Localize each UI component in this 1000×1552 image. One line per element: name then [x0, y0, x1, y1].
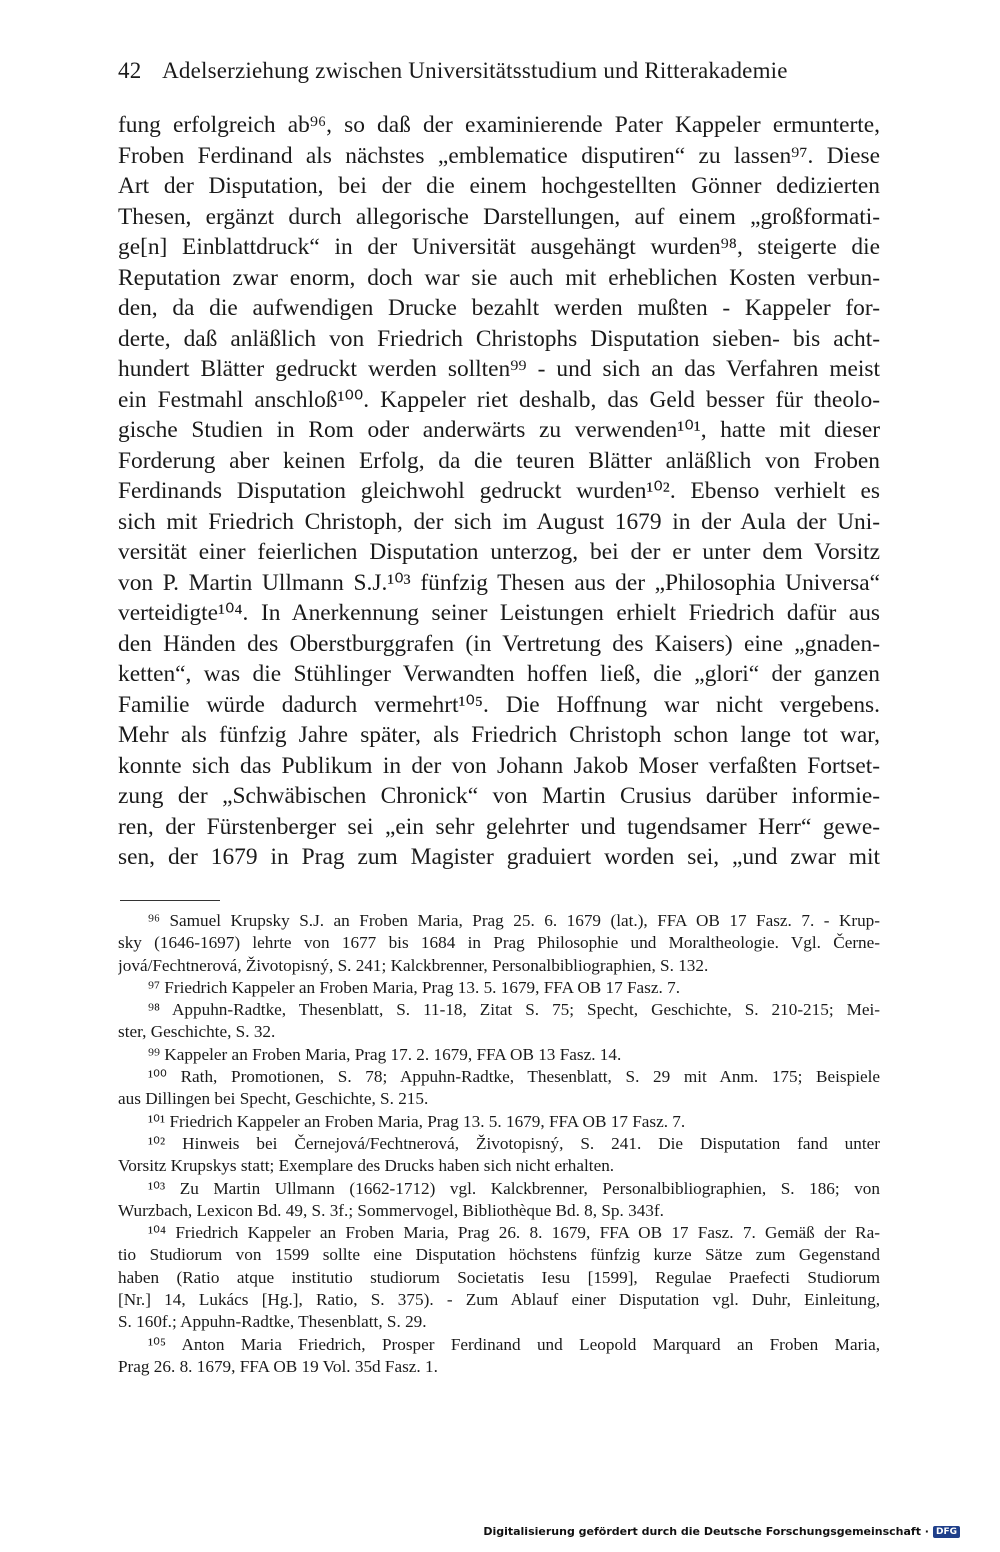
body-line: ketten“, was die Stühlinger Verwandten hoffen ließ, die „glori“ der ganzen	[118, 661, 880, 687]
body-line: derte, daß anläßlich von Friedrich Christophs Disputation sieben- bis acht-	[118, 325, 880, 352]
footnote-line: Vorsitz Krupskys statt; Exemplare des Drucks haben sich nicht erhalten.	[118, 1156, 615, 1176]
body-line: Thesen, ergänzt durch allegorische Darstellungen, auf einem „großformati-	[118, 203, 880, 230]
footnote-100	[118, 1066, 880, 1111]
footnote-105	[118, 1334, 880, 1379]
footnote-line: ¹⁰² Hinweis bei Černejová/Fechtnerová, Životopisný, S. 241. Die Disputation fand unter	[148, 1133, 880, 1153]
footnote-97	[118, 977, 880, 999]
footnote-separator	[120, 900, 220, 901]
credit-text: Digitalisierung gefördert durch die Deutsche Forschungsgemeinschaft ·	[483, 1525, 929, 1538]
body-line: hundert Blätter gedruckt werden sollten⁹⁹ - und sich an das Verfahren meist	[118, 356, 880, 382]
body-line: den Händen des Oberstburggrafen (in Vertretung des Kaisers) eine „gnaden-	[118, 630, 880, 657]
footnote-103	[118, 1178, 880, 1223]
dfg-logo-icon: DFG	[933, 1526, 960, 1538]
footnote-line: Wurzbach, Lexicon Bd. 49, S. 3f.; Sommervogel, Bibliothèque Bd. 8, Sp. 343f.	[118, 1200, 664, 1220]
footnote-line: [Nr.] 14, Lukács [Hg.], Ratio, S. 375). - Zum Ablauf einer Disputation vgl. Duhr, Einleitung,	[118, 1290, 880, 1310]
body-line: Froben Ferdinand als nächstes „emblematice disputiren“ zu lassen⁹⁷. Diese	[118, 142, 880, 169]
body-line: ein Festmahl anschloß¹⁰⁰. Kappeler riet deshalb, das Geld besser für theolo-	[118, 386, 880, 413]
body-line: Art der Disputation, bei der die einem hochgestellten Gönner dedizierten	[118, 173, 880, 199]
body-line: ren, der Fürstenberger sei „ein sehr gelehrter und tugendsamer Herr“ gewe-	[118, 813, 880, 840]
footnote-line: tio Studiorum von 1599 sollte eine Disputation höchstens fünfzig kurze Sätze zum Gegenstand	[118, 1245, 880, 1265]
running-title: Adelserziehung zwischen Universitätsstudium und Ritterakademie	[162, 58, 788, 83]
footnote-99	[118, 1044, 880, 1066]
footnote-104	[118, 1222, 880, 1333]
footnote-line: ¹⁰³ Zu Martin Ullmann (1662-1712) vgl. Kalckbrenner, Personalbibliographien, S. 186; von	[148, 1178, 880, 1198]
body-line: versität einer feierlichen Disputation unterzog, bei der er unter dem Vorsitz	[118, 539, 880, 565]
body-line: ge[n] Einblattdruck“ in der Universität ausgehängt wurden⁹⁸, steigerte die	[118, 234, 880, 260]
body-line: von P. Martin Ullmann S.J.¹⁰³ fünfzig Thesen aus der „Philosophia Universa“	[118, 569, 880, 596]
body-line: gische Studien in Rom oder anderwärts zu verwenden¹⁰¹, hatte mit dieser	[118, 417, 880, 443]
body-line: sen, der 1679 in Prag zum Magister graduiert worden sei, „und zwar mit	[118, 844, 880, 870]
footnotes	[118, 910, 880, 1378]
footnote-line: aus Dillingen bei Specht, Geschichte, S. 215.	[118, 1089, 429, 1109]
footnote-line: ⁹⁷ Friedrich Kappeler an Froben Maria, Prag 13. 5. 1679, FFA OB 17 Fasz. 7.	[148, 977, 680, 997]
body-line: den, da die aufwendigen Drucke bezahlt werden mußten - Kappeler for-	[118, 295, 880, 321]
footnote-98	[118, 999, 880, 1044]
page-number: 42	[118, 58, 142, 83]
body-line: Ferdinands Disputation gleichwohl gedruckt wurden¹⁰². Ebenso verhielt es	[118, 478, 880, 504]
footnote-line: ⁹⁶ Samuel Krupsky S.J. an Froben Maria, Prag 25. 6. 1679 (lat.), FFA OB 17 Fasz. 7. - Krup-	[148, 911, 880, 930]
footnote-line: ster, Geschichte, S. 32.	[118, 1022, 276, 1042]
body-line: konnte sich das Publikum in der von Johann Jakob Moser verfaßten Fortset-	[118, 752, 880, 779]
body-line: Familie würde dadurch vermehrt¹⁰⁵. Die Hoffnung war nicht vergebens.	[118, 691, 880, 718]
footnote-line: jová/Fechtnerová, Životopisný, S. 241; Kalckbrenner, Personalbibliographien, S. 132.	[118, 955, 709, 975]
footnote-line: ¹⁰⁴ Friedrich Kappeler an Froben Maria, Prag 26. 8. 1679, FFA OB 17 Fasz. 7. Gemäß der Ra-	[148, 1223, 880, 1243]
footnote-101	[118, 1111, 880, 1133]
footnote-line: ⁹⁹ Kappeler an Froben Maria, Prag 17. 2. 1679, FFA OB 13 Fasz. 14.	[148, 1044, 622, 1064]
footnote-line: ¹⁰¹ Friedrich Kappeler an Froben Maria, Prag 13. 5. 1679, FFA OB 17 Fasz. 7.	[148, 1111, 686, 1131]
footnote-line: Prag 26. 8. 1679, FFA OB 19 Vol. 35d Fasz. 1.	[118, 1356, 438, 1376]
body-line: Forderung aber keinen Erfolg, da die teuren Blätter anläßlich von Froben	[118, 447, 880, 474]
body-line: verteidigte¹⁰⁴. In Anerkennung seiner Leistungen erhielt Friedrich dafür aus	[118, 600, 880, 626]
body-line: Mehr als fünfzig Jahre später, als Friedrich Christoph schon lange tot war,	[118, 722, 880, 748]
footnote-line: haben (Ratio atque institutio studiorum Societatis Iesu [1599], Regulae Praefecti Studiorum	[118, 1267, 880, 1287]
body-line: fung erfolgreich ab⁹⁶, so daß der examinierende Pater Kappeler ermunterte,	[118, 112, 880, 138]
footnote-line: S. 160f.; Appuhn-Radtke, Thesenblatt, S. 29.	[118, 1312, 427, 1332]
body-line: sich mit Friedrich Christoph, der sich im August 1679 in der Aula der Uni-	[118, 508, 880, 535]
footnote-96	[118, 910, 880, 977]
footnote-line: ¹⁰⁵ Anton Maria Friedrich, Prosper Ferdinand und Leopold Marquard an Froben Maria,	[148, 1334, 880, 1354]
digitization-credit	[483, 1525, 960, 1538]
body-text	[118, 110, 880, 873]
body-line: zung der „Schwäbischen Chronick“ von Martin Crusius darüber informie-	[118, 783, 880, 809]
footnote-line: ⁹⁸ Appuhn-Radtke, Thesenblatt, S. 11-18, Zitat S. 75; Specht, Geschichte, S. 210-215; Mei-	[148, 1000, 880, 1020]
footnote-line: ¹⁰⁰ Rath, Promotionen, S. 78; Appuhn-Radtke, Thesenblatt, S. 29 mit Anm. 175; Beispiele	[148, 1067, 880, 1087]
footnote-102	[118, 1133, 880, 1178]
body-line: Reputation zwar enorm, doch war sie auch mit erheblichen Kosten verbun-	[118, 264, 880, 291]
footnote-line: sky (1646-1697) lehrte von 1677 bis 1684 in Prag Philosophie und Moraltheologie. Vgl. Černe-	[118, 933, 880, 953]
running-head	[118, 58, 878, 84]
